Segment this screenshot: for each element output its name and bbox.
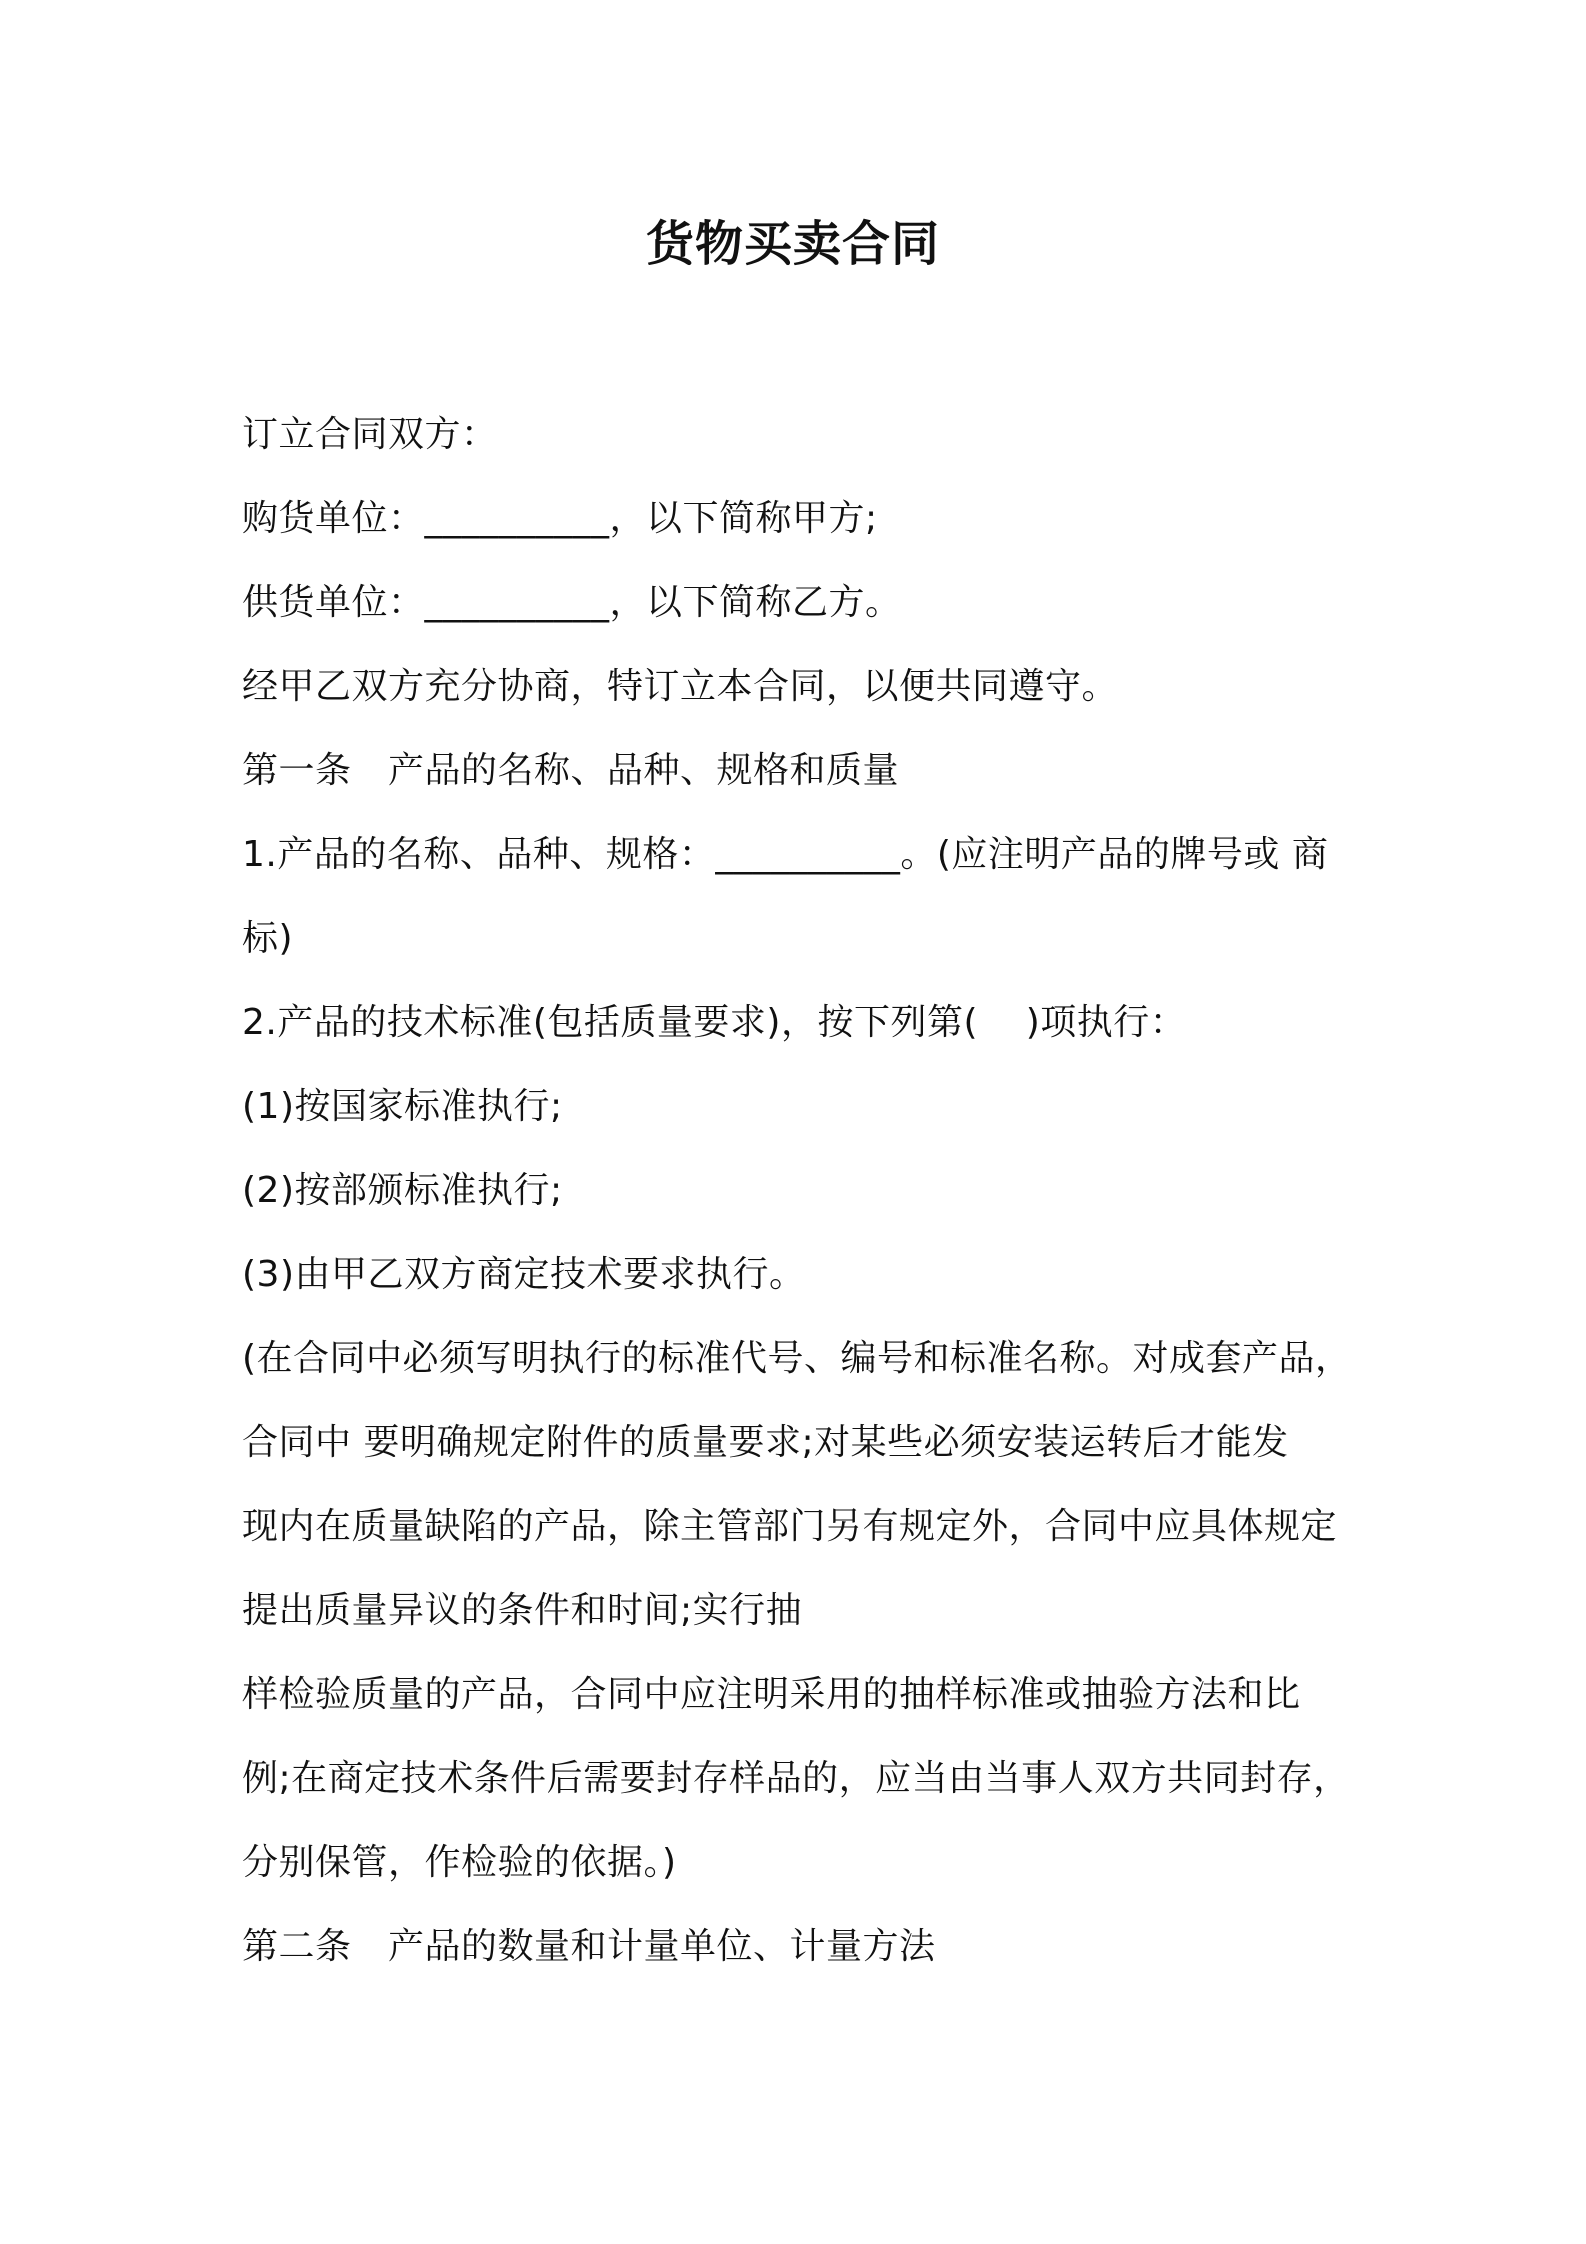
text-line-item-1: 1.产品的名称、品种、规格：__________。(应注明产品的牌号或 商 bbox=[242, 834, 1329, 875]
text-line-item-1-cont: 标) bbox=[242, 918, 294, 959]
text-line-note-7: 分别保管，作检验的依据。) bbox=[242, 1842, 677, 1883]
text-line-option-1: (1)按国家标准执行; bbox=[242, 1086, 563, 1127]
text-line-option-3: (3)由甲乙双方商定技术要求执行。 bbox=[242, 1254, 806, 1295]
text-line-note-2: 合同中 要明确规定附件的质量要求;对某些必须安装运转后才能发 bbox=[242, 1422, 1289, 1463]
text-line-note-6: 例;在商定技术条件后需要封存样品的，应当由当事人双方共同封存， bbox=[242, 1758, 1350, 1799]
text-line-note-4: 提出质量异议的条件和时间;实行抽 bbox=[242, 1590, 803, 1631]
text-line-item-2: 2.产品的技术标准(包括质量要求)，按下列第( )项执行： bbox=[242, 1002, 1187, 1043]
text-line-note-3: 现内在质量缺陷的产品，除主管部门另有规定外，合同中应具体规定 bbox=[242, 1506, 1338, 1547]
text-line-buyer: 购货单位：__________，以下简称甲方; bbox=[242, 498, 878, 539]
text-line-seller: 供货单位：__________，以下简称乙方。 bbox=[242, 582, 902, 623]
text-line-option-2: (2)按部颁标准执行; bbox=[242, 1170, 563, 1211]
article-2-heading: 第二条 产品的数量和计量单位、计量方法 bbox=[242, 1926, 936, 1967]
text-line-parties: 订立合同双方： bbox=[242, 414, 498, 455]
text-line-agreement: 经甲乙双方充分协商，特订立本合同，以便共同遵守。 bbox=[242, 666, 1119, 707]
article-1-heading: 第一条 产品的名称、品种、规格和质量 bbox=[242, 750, 900, 791]
document-title: 货物买卖合同 bbox=[645, 216, 940, 272]
text-line-note-5: 样检验质量的产品，合同中应注明采用的抽样标准或抽验方法和比 bbox=[242, 1674, 1301, 1715]
text-line-note-1: (在合同中必须写明执行的标准代号、编号和标准名称。对成套产品， bbox=[242, 1338, 1352, 1379]
